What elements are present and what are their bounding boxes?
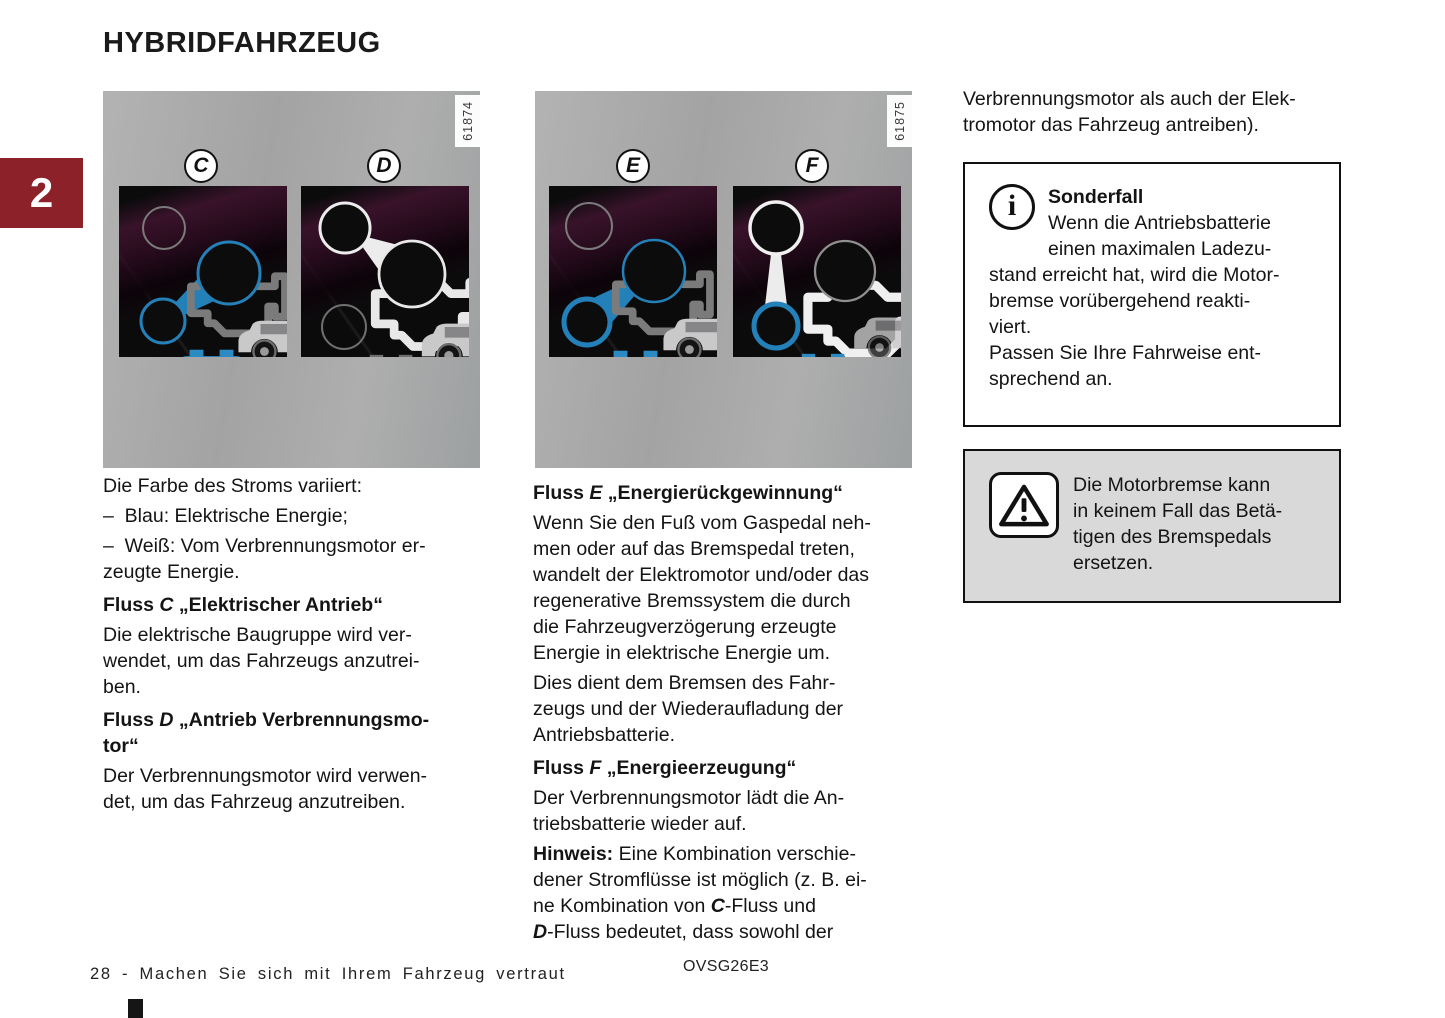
figure-61875 bbox=[535, 91, 912, 468]
text-run: Der Verbrennungsmotor lädt die An- bbox=[533, 787, 845, 809]
text-line: Die Motorbremse kann bbox=[1073, 474, 1271, 496]
panel-c-illustration bbox=[119, 186, 287, 357]
text-line bbox=[533, 614, 923, 640]
flow-heading bbox=[103, 707, 493, 759]
text-run: Verbrennungsmotor als auch der Elek- bbox=[963, 88, 1296, 110]
text-line bbox=[533, 480, 923, 506]
text-run: Fluss bbox=[533, 757, 590, 779]
panel-label-text: C bbox=[193, 154, 209, 177]
text-line bbox=[533, 841, 923, 867]
text-line: ersetzen. bbox=[1073, 552, 1154, 574]
text-run: zeugs und der Wiederaufladung der bbox=[533, 698, 844, 720]
text-line bbox=[533, 536, 923, 562]
text-line: bremse vorübergehend reakti- bbox=[989, 290, 1251, 312]
figure-number-strip bbox=[887, 95, 912, 147]
flow-heading bbox=[533, 755, 923, 781]
text-line bbox=[533, 755, 923, 781]
paragraph bbox=[533, 510, 923, 666]
text-run: Wenn Sie den Fuß vom Gaspedal neh- bbox=[533, 512, 871, 534]
text-line bbox=[103, 622, 493, 648]
text-line bbox=[533, 722, 923, 748]
text-line bbox=[963, 86, 1353, 112]
text-line bbox=[103, 559, 493, 585]
text-run: det, um das Fahrzeug anzutreiben. bbox=[103, 791, 406, 813]
warning-box-body bbox=[1073, 472, 1282, 601]
paragraph bbox=[963, 86, 1353, 138]
text-run: – Weiß: Vom Verbrennungsmotor er- bbox=[103, 535, 426, 557]
flow-link-engine-to-battery bbox=[765, 254, 787, 306]
text-run: Antriebsbatterie. bbox=[533, 724, 675, 746]
warning-box bbox=[963, 449, 1341, 603]
text-run: Die elektrische Baugruppe wird ver- bbox=[103, 624, 412, 646]
text-run: „Elektrischer Antrieb“ bbox=[173, 594, 383, 616]
text-line: einen maximalen Ladezu- bbox=[1048, 238, 1272, 260]
info-box-body bbox=[989, 210, 1319, 392]
text-line bbox=[533, 562, 923, 588]
left-text-column bbox=[103, 473, 493, 819]
print-registration-mark bbox=[128, 999, 143, 1018]
text-line bbox=[103, 733, 493, 759]
text-run: ben. bbox=[103, 676, 141, 698]
figure-number-strip bbox=[455, 95, 480, 147]
text-run: wendet, um das Fahrzeugs anzutrei- bbox=[103, 650, 420, 672]
text-line bbox=[533, 785, 923, 811]
right-column-intro bbox=[963, 86, 1353, 142]
paragraph bbox=[103, 533, 493, 585]
panel-c-label bbox=[184, 149, 218, 183]
text-line: tigen des Bremspedals bbox=[1073, 526, 1272, 548]
text-run: D bbox=[533, 921, 548, 943]
text-run: – Blau: Elektrische Energie; bbox=[103, 505, 348, 527]
panel-e-illustration bbox=[549, 186, 717, 357]
text-run: „Energierückgewinnung“ bbox=[602, 482, 843, 504]
text-run: „Energieerzeugung“ bbox=[601, 757, 797, 779]
text-run: wandelt der Elektromotor und/oder das bbox=[533, 564, 870, 586]
panel-e-label bbox=[616, 149, 650, 183]
flow-heading bbox=[533, 480, 923, 506]
footer-page-label: 28 - Machen Sie sich mit Ihrem Fahrzeug vertraut bbox=[90, 965, 566, 983]
text-line bbox=[533, 670, 923, 696]
chapter-tab bbox=[0, 158, 83, 228]
text-line bbox=[103, 503, 493, 529]
text-line bbox=[533, 640, 923, 666]
text-run: E bbox=[589, 482, 603, 504]
paragraph bbox=[533, 670, 923, 748]
text-run: Eine Kombination verschie- bbox=[613, 843, 856, 865]
paragraph bbox=[533, 785, 923, 837]
text-run: D bbox=[159, 709, 174, 731]
middle-text-column bbox=[533, 473, 923, 949]
paragraph bbox=[103, 503, 493, 529]
text-run: „Antrieb Verbrennungsmo- bbox=[173, 709, 430, 731]
text-line bbox=[103, 648, 493, 674]
text-run: Dies dient dem Bremsen des Fahr- bbox=[533, 672, 836, 694]
text-line bbox=[103, 473, 493, 499]
panel-f-illustration bbox=[733, 186, 901, 357]
text-line bbox=[533, 588, 923, 614]
text-run: Der Verbrennungsmotor wird verwen- bbox=[103, 765, 428, 787]
text-run: Fluss bbox=[103, 709, 160, 731]
text-run: Energie in elektrische Energie um. bbox=[533, 642, 830, 664]
text-line bbox=[963, 112, 1353, 138]
info-box-title: Sonderfall bbox=[1048, 186, 1144, 208]
panel-label-text: D bbox=[376, 154, 392, 177]
page-title: HYBRIDFAHRZEUG bbox=[103, 27, 381, 59]
text-run: ne Kombination von bbox=[533, 895, 711, 917]
text-run: Fluss bbox=[103, 594, 160, 616]
chapter-number: 2 bbox=[29, 169, 54, 216]
text-line bbox=[103, 674, 493, 700]
paragraph bbox=[103, 763, 493, 815]
panel-d-label bbox=[367, 149, 401, 183]
warning-triangle-icon bbox=[989, 472, 1059, 538]
text-run: Fluss bbox=[533, 482, 590, 504]
text-line: in keinem Fall das Betä- bbox=[1073, 500, 1283, 522]
flow-heading bbox=[103, 592, 493, 618]
text-line bbox=[103, 763, 493, 789]
text-run: -Fluss und bbox=[724, 895, 816, 917]
info-icon: i bbox=[989, 184, 1035, 230]
car-icon bbox=[663, 319, 717, 357]
text-line bbox=[533, 811, 923, 837]
text-run: Hinweis: bbox=[533, 843, 614, 865]
info-box-sonderfall bbox=[963, 162, 1341, 427]
figure-number: 61874 bbox=[460, 101, 475, 141]
text-run: tromotor das Fahrzeug antreiben). bbox=[963, 114, 1259, 136]
text-run: C bbox=[710, 895, 725, 917]
text-line bbox=[533, 696, 923, 722]
text-run: triebsbatterie wieder auf. bbox=[533, 813, 747, 835]
car-icon bbox=[238, 321, 287, 357]
text-line bbox=[103, 789, 493, 815]
paragraph bbox=[533, 841, 923, 945]
text-run: die Fahrzeugverzögerung erzeugte bbox=[533, 616, 837, 638]
text-line bbox=[103, 592, 493, 618]
panel-f-label bbox=[795, 149, 829, 183]
panel-label-text: F bbox=[805, 154, 819, 177]
text-line: Wenn die Antriebsbatterie bbox=[1048, 212, 1271, 234]
text-run: men oder auf das Bremspedal treten, bbox=[533, 538, 855, 560]
battery-icon bbox=[605, 351, 684, 357]
footer-doc-code: OVSG26E3 bbox=[683, 958, 770, 975]
figure-number: 61875 bbox=[892, 101, 907, 141]
car-icon bbox=[422, 324, 469, 357]
paragraph bbox=[103, 622, 493, 700]
text-run: zeugte Energie. bbox=[103, 561, 240, 583]
text-line bbox=[533, 919, 923, 945]
text-run: tor“ bbox=[103, 735, 139, 757]
text-run: regenerative Bremssystem die durch bbox=[533, 590, 851, 612]
text-run: -Fluss bedeutet, dass sowohl der bbox=[547, 921, 834, 943]
text-run: C bbox=[159, 594, 174, 616]
info-icon-wrap bbox=[989, 184, 1035, 262]
text-run: Die Farbe des Stroms variiert: bbox=[103, 475, 362, 497]
text-line bbox=[533, 510, 923, 536]
text-line: sprechend an. bbox=[989, 368, 1113, 390]
text-line bbox=[533, 867, 923, 893]
text-line: viert. bbox=[989, 316, 1032, 338]
text-line: Passen Sie Ihre Fahrweise ent- bbox=[989, 342, 1262, 364]
figure-61874 bbox=[103, 91, 480, 468]
panel-d-illustration bbox=[301, 186, 469, 357]
paragraph bbox=[103, 473, 493, 499]
panel-label-text: E bbox=[625, 154, 640, 177]
text-line: stand erreicht hat, wird die Motor- bbox=[989, 264, 1280, 286]
text-run: F bbox=[589, 757, 602, 779]
text-line bbox=[103, 707, 493, 733]
text-line bbox=[533, 893, 923, 919]
text-run: dener Stromflüsse ist möglich (z. B. ei- bbox=[533, 869, 867, 891]
text-line bbox=[103, 533, 493, 559]
